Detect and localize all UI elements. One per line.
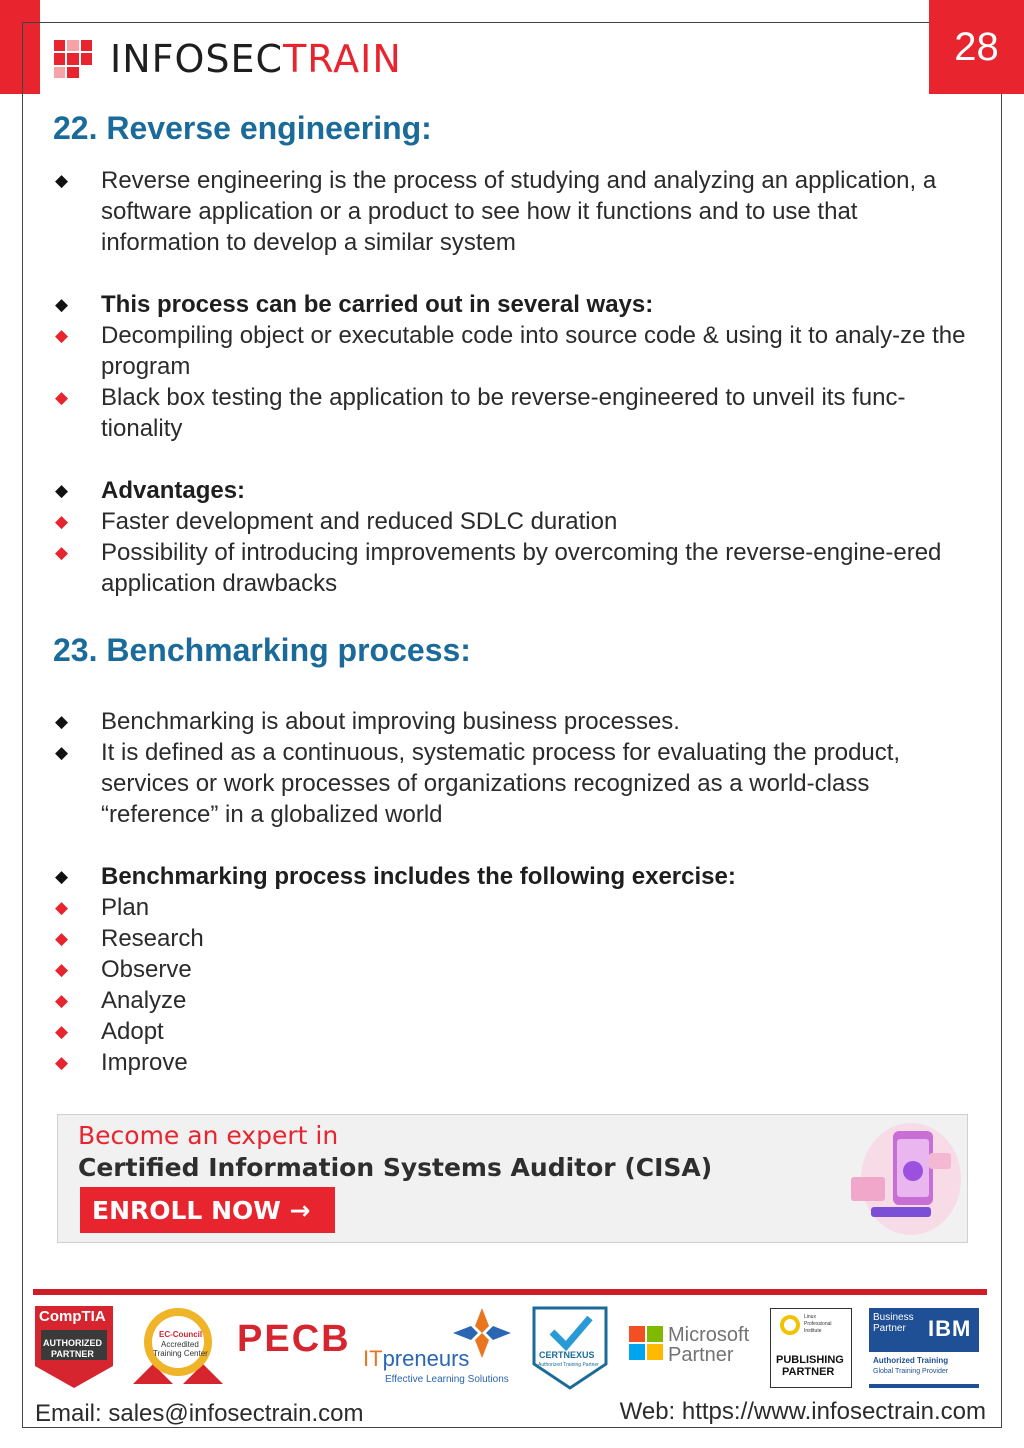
list-item: ◆ Decompiling object or executable code into source code & using it to analy-ze the program [55,322,966,380]
list-item: ◆ Analyze [55,987,187,1014]
microsoft-logo-icon [629,1326,663,1360]
list-item: ◆ This process can be carried out in several ways: [55,291,654,318]
diamond-bullet-icon: ◆ [55,712,69,731]
section-23-title: 23. Benchmarking process: [53,632,471,668]
section-22-title: 22. Reverse engineering: [53,110,432,146]
list-item: ◆ Research [55,925,204,952]
list-item: ◆ Improve [55,1049,188,1076]
lpi-icon [779,1314,801,1336]
diamond-bullet-icon: ◆ [55,1022,69,1041]
diamond-bullet-icon: ◆ [55,743,69,762]
diamond-bullet-icon: ◆ [55,991,69,1010]
pecb-logo: PECB [237,1318,351,1360]
diamond-bullet-icon: ◆ [55,295,69,314]
enroll-now-button[interactable]: ENROLL NOW → [80,1187,335,1233]
list-item: ◆ Benchmarking is about improving business processes. [55,708,680,735]
footer-email[interactable]: Email: sales@infosectrain.com [35,1400,364,1427]
diamond-bullet-icon: ◆ [55,543,69,562]
diamond-bullet-icon: ◆ [55,898,69,917]
diamond-bullet-icon: ◆ [55,171,69,190]
diamond-bullet-icon: ◆ [55,388,69,407]
certnexus-logo [530,1304,610,1390]
diamond-bullet-icon: ◆ [55,1053,69,1072]
footer-divider [33,1289,987,1295]
list-item: ◆ Plan [55,894,150,921]
footer-website[interactable]: Web: https://www.infosectrain.com [619,1398,986,1425]
section-23-list [55,706,985,1078]
infosectrain-logo [54,37,402,81]
diamond-bullet-icon: ◆ [55,481,69,500]
list-item: ◆ Adopt [55,1018,164,1045]
diamond-bullet-icon: ◆ [55,326,69,345]
diamond-bullet-icon: ◆ [55,929,69,948]
partner-logos: CompTIA AUTHORIZED PARTNER EC-Council Accredited Training Center PECB ITpreneurs Effective Learning Solutions CERTNEXUS Authorized Training Partner Microsoft Partner Linux Professional Institute PUBLISHING PARTNER Business Partner IBM Authorized Training Global Training Provider [33,1304,987,1390]
list-item: ◆ Reverse engineering is the process of studying and analyzing an application, a software application or a product to see how it functions and to use that information to develop a similar system [55,167,937,256]
logo-grid-icon [54,40,92,78]
list-item: ◆ Faster development and reduced SDLC duration [55,508,618,535]
section-22-list [55,165,985,599]
itpreneurs-logo: ITpreneurs [363,1346,470,1371]
brand-right: TRAIN [283,37,402,81]
list-item: ◆ Black box testing the application to be reverse-engineered to unveil its func-tionality [55,384,906,442]
list-item: ◆ Possibility of introducing improvements by overcoming the reverse-engine-ered application drawbacks [55,539,942,597]
list-item: ◆ Observe [55,956,192,983]
diamond-bullet-icon: ◆ [55,960,69,979]
diamond-bullet-icon: ◆ [55,512,69,531]
list-item: ◆ It is defined as a continuous, systematic process for evaluating the product, services or work processes of organizations recognized as a world-class “reference” in a globalized world [55,739,901,828]
diamond-bullet-icon: ◆ [55,867,69,886]
cisa-promo-banner[interactable] [57,1114,968,1243]
banner-course-name: Certified Information Systems Auditor (CISA) [78,1153,713,1182]
brand-left: INFOSEC [110,37,284,81]
phone-illustration-icon [831,1119,961,1237]
list-item: ◆ Benchmarking process includes the following exercise: [55,863,736,890]
list-item: ◆ Advantages: [55,477,246,504]
page-number: 28 [929,0,1024,94]
banner-headline: Become an expert in [78,1121,339,1150]
